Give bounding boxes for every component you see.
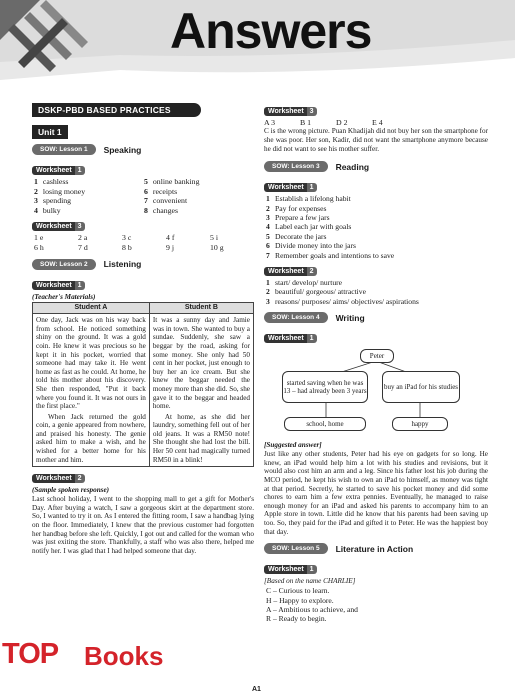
sow-badge: SOW: Lesson 5 bbox=[264, 543, 328, 554]
page-number: A1 bbox=[252, 686, 261, 693]
reading-ws1-answers bbox=[264, 194, 488, 260]
lesson4-header bbox=[264, 312, 488, 323]
sow-badge: SOW: Lesson 4 bbox=[264, 312, 328, 323]
list-item: 10 g bbox=[210, 242, 224, 252]
left-column bbox=[32, 100, 254, 555]
charlie-note: [Based on the name CHARLIE] bbox=[264, 577, 356, 586]
list-item: 3 Prepare a few jars bbox=[266, 213, 330, 222]
list-item: 1 e bbox=[34, 233, 44, 243]
sample-response-text: Last school holiday, I went to the shopping mall to get a gift for Mother's Day. After buying a watch, I saw a gorgeous skirt at the department store. So, I wanted to try it on. As I entered the fitting room, I saw a handbag lying on the floor. Immediately, I knew that the previous customer had forgotten her handbag before she left. Quickly, I got out and called for the woman who was just exiting the store. Thankfully, a staff who was also there, helped me notify her. I was glad that I had helped someone that day. bbox=[32, 495, 254, 555]
suggested-answer-note: [Suggested answer] bbox=[264, 441, 322, 450]
writing-mindmap bbox=[264, 347, 488, 437]
logo-books-text: Books bbox=[84, 641, 164, 671]
worksheet-badge: Worksheet 1 bbox=[264, 183, 317, 192]
header-band bbox=[0, 0, 515, 88]
worksheet-badge: Worksheet 2 bbox=[264, 267, 317, 276]
list-item: 4 bulky bbox=[34, 205, 61, 215]
list-item: 8 b bbox=[122, 242, 132, 252]
list-item: 2 beautiful/ gorgeous/ attractive bbox=[266, 287, 366, 297]
list-item: 7 d bbox=[78, 242, 88, 252]
list-item: 1 Establish a lifelong habit bbox=[266, 194, 351, 204]
list-item: 8 changes bbox=[144, 205, 179, 215]
list-item: D 2 bbox=[336, 118, 348, 127]
speaking-ws3-answers bbox=[32, 233, 254, 252]
list-item: 3 reasons/ purposes/ aims/ objectives/ aspirations bbox=[266, 296, 419, 306]
list-item: 5 Decorate the jars bbox=[266, 231, 327, 241]
list-item: B 1 bbox=[300, 118, 312, 127]
lesson5-header bbox=[264, 543, 488, 554]
worksheet-badge: Worksheet 1 bbox=[32, 166, 85, 175]
page-title: Answers bbox=[170, 3, 372, 59]
lesson3-header bbox=[264, 161, 488, 172]
list-item: H – Happy to explore. bbox=[266, 595, 334, 605]
list-item: 3 spending bbox=[34, 196, 72, 206]
mindmap-bottom-right: happy bbox=[392, 417, 448, 431]
list-item: 3 c bbox=[122, 233, 132, 243]
unit-label: Unit 1 bbox=[32, 125, 68, 139]
lesson-title: Reading bbox=[335, 161, 370, 172]
mindmap-right: buy an iPad for his studies bbox=[382, 371, 460, 403]
list-item: 9 j bbox=[166, 242, 175, 252]
teacher-materials-note: (Teacher's Materials) bbox=[32, 292, 96, 301]
list-item: C – Curious to learn. bbox=[266, 586, 330, 596]
lesson-title: Writing bbox=[335, 312, 365, 323]
list-item: 6 Divide money into the jars bbox=[266, 241, 356, 251]
lesson-title: Speaking bbox=[103, 144, 142, 155]
list-item: 2 losing money bbox=[34, 186, 86, 196]
list-item: 4 Label each jar with goals bbox=[266, 222, 352, 232]
literature-answers bbox=[264, 586, 488, 624]
listening-ws3-explanation: C is the wrong picture. Puan Khadijah did not buy her son the smartphone for she was poor. Her son, Kadir, did not want the smartphone anymore because he did not want to see his mother suffer. bbox=[264, 127, 488, 153]
speaking-ws1-answers bbox=[32, 177, 254, 215]
list-item: A 3 bbox=[264, 118, 276, 127]
mindmap-bottom-left: school, home bbox=[284, 417, 366, 431]
mindmap-center: Peter bbox=[360, 349, 394, 363]
sow-badge: SOW: Lesson 3 bbox=[264, 161, 328, 172]
list-item: 2 a bbox=[78, 233, 88, 243]
reading-ws2-answers bbox=[264, 278, 488, 306]
student-a-story: One day, Jack was on his way back from school. He noticed something shiny on the ground. It was a gold coin. He knew it was precious so he kept it in his pocket, worried that someone had may take it. He went home as fast as he could. At home, he told his mother about his discovery. She then responded, "Put it back where you found it. It was not ours in the first place." When Jack returned the gold coin, a genie appeared from nowhere, and praised his honesty. The genie asked him to make a wish, and he wished for a better home for his mother and him. bbox=[33, 314, 150, 467]
list-item: 5 i bbox=[210, 233, 219, 243]
writing-suggested-text: Just like any other students, Peter had his eye on gadgets for so long. He knew, an iPad would help him a lot with his studies and revisions, but it would also cost him an arm and a leg. Since his father lost his job during the MCO period, he kept his wish to own an iPad to himself, as money was tight at that period. Secretly, he started to save his pocket money and did some chores to earn him a few extra pennies. Eventually, he managed to raise enough money for an iPad and asked his parents to accompany him to an Apple store in town. Little did he know that his parents had been saving up too. So, they paid for the iPad and gifted it to Peter. He was the happiest boy that day. bbox=[264, 450, 488, 536]
list-item: R – Ready to begin. bbox=[266, 614, 327, 624]
worksheet-badge: Worksheet 1 bbox=[264, 565, 317, 574]
lesson1-header bbox=[32, 144, 254, 155]
list-item: 6 receipts bbox=[144, 186, 178, 196]
lesson2-header bbox=[32, 259, 254, 270]
list-item: 2 Pay for expenses bbox=[266, 203, 327, 213]
logo-top-text: TOP bbox=[2, 638, 59, 670]
lesson-title: Literature in Action bbox=[335, 543, 414, 554]
list-item: 7 convenient bbox=[144, 196, 188, 206]
col-header-student-b: Student B bbox=[149, 302, 253, 314]
sow-badge: SOW: Lesson 2 bbox=[32, 259, 96, 270]
worksheet-badge: Worksheet 1 bbox=[264, 334, 317, 343]
list-item: 6 h bbox=[34, 242, 44, 252]
worksheet-badge: Worksheet 2 bbox=[32, 474, 85, 483]
section-banner: DSKP-PBD BASED PRACTICES bbox=[32, 103, 201, 117]
topbooks-logo bbox=[0, 638, 185, 674]
list-item: 4 f bbox=[166, 233, 175, 243]
list-item: 5 online banking bbox=[144, 177, 200, 186]
list-item: A – Ambitious to achieve, and bbox=[266, 605, 358, 614]
lesson-title: Listening bbox=[103, 259, 142, 270]
listening-table bbox=[32, 302, 254, 468]
list-item: 1 start/ develop/ nurture bbox=[266, 278, 343, 288]
list-item: 1 cashless bbox=[34, 177, 69, 186]
right-column bbox=[264, 100, 488, 624]
col-header-student-a: Student A bbox=[33, 302, 150, 314]
listening-ws3-answers bbox=[264, 118, 488, 127]
worksheet-badge: Worksheet 3 bbox=[32, 222, 85, 231]
worksheet-badge: Worksheet 3 bbox=[264, 107, 317, 116]
student-b-story: It was a sunny day and Jamie was in town. She wanted to buy a sundae. Suddenly, she saw a beggar by the road, asking for some money. She only had 50 cent in her pocket, just enough to buy her an ice cream. But she knew the beggar needed the money more than she did. So, she gave it to the beggar and headed home. At home, as she did her laundry, something fell out of her old jeans. It was a RM50 note! She thought she had lost the bill. Her 50 cent had magically turned RM50 in a blink! bbox=[149, 314, 253, 467]
list-item: E 4 bbox=[372, 118, 383, 127]
worksheet-badge: Worksheet 1 bbox=[32, 281, 85, 290]
mindmap-left: started saving when he was 13 – had already been 3 years bbox=[282, 371, 368, 403]
sow-badge: SOW: Lesson 1 bbox=[32, 144, 96, 155]
sample-response-note: (Sample spoken response) bbox=[32, 486, 110, 495]
list-item: 7 Remember goals and intentions to save bbox=[266, 250, 395, 260]
